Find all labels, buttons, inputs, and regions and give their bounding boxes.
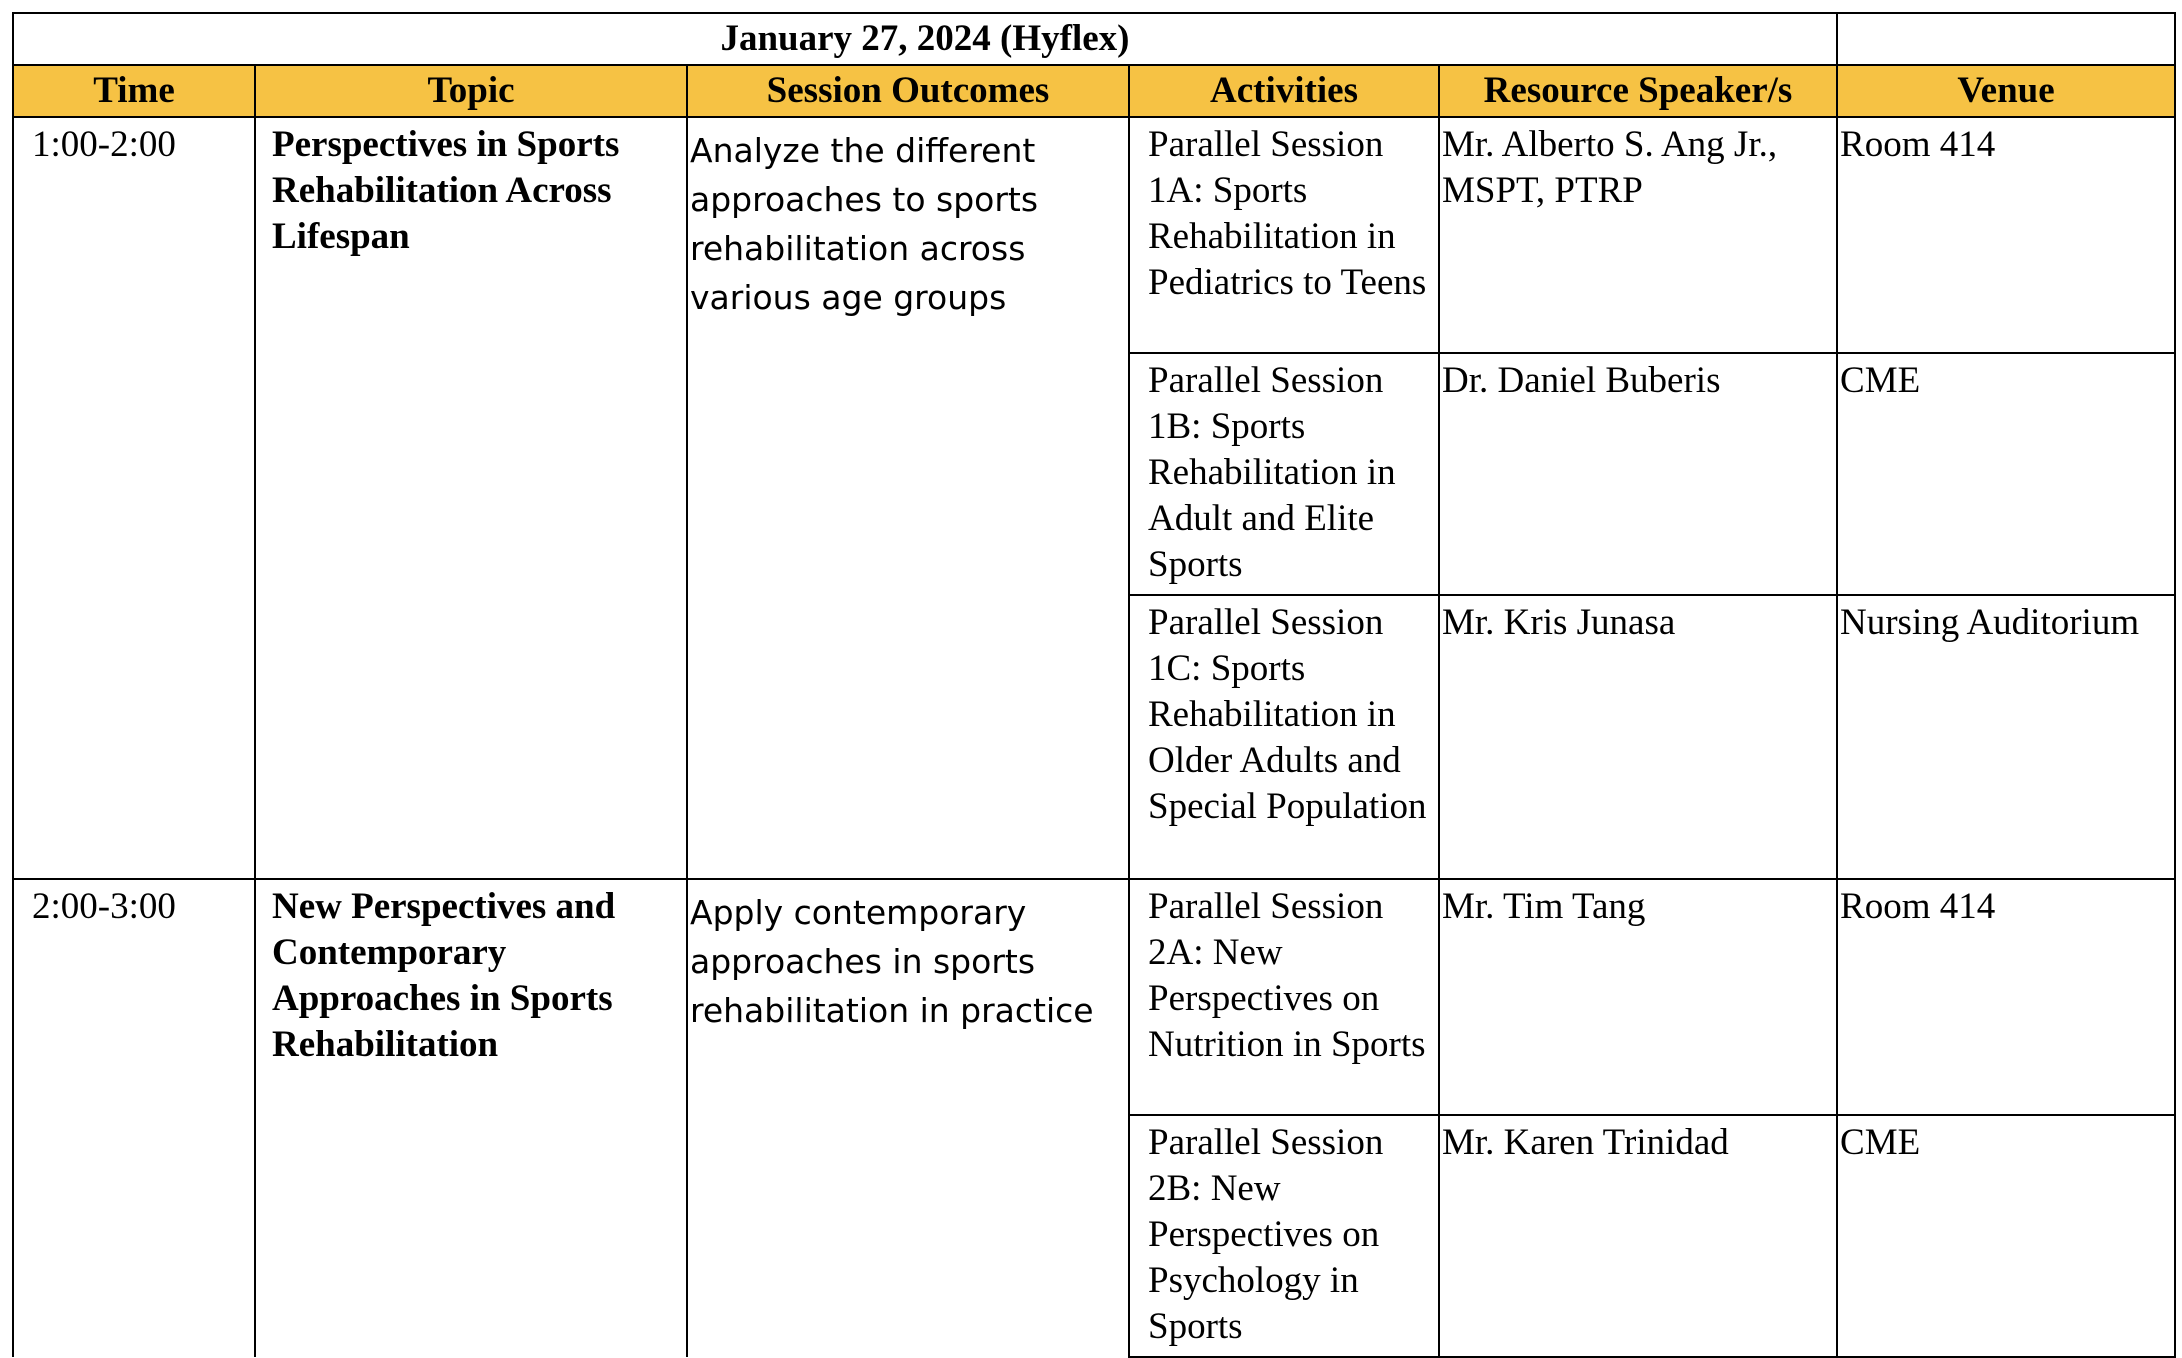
venue-cell: Nursing Auditorium xyxy=(1837,595,2175,879)
title-row xyxy=(13,13,2175,65)
activity-cell: Parallel Session 1B: Sports Rehabilitation in Adult and Elite Sports xyxy=(1129,353,1439,595)
time-cell: 1:00-2:00 xyxy=(13,117,255,879)
header-session-outcomes: Session Outcomes xyxy=(687,65,1129,117)
venue-cell: CME xyxy=(1837,353,2175,595)
outcome-cell: Apply contemporary approaches in sports rehabilitation in practice xyxy=(687,879,1129,1357)
header-row xyxy=(13,65,2175,117)
speaker-cell: Mr. Tim Tang xyxy=(1439,879,1837,1115)
speaker-cell: Dr. Daniel Buberis xyxy=(1439,353,1837,595)
header-time: Time xyxy=(13,65,255,117)
activity-cell: Parallel Session 2B: New Perspectives on Psychology in Sports xyxy=(1129,1115,1439,1357)
topic-cell: Perspectives in Sports Rehabilitation Across Lifespan xyxy=(255,117,687,879)
venue-cell: Room 414 xyxy=(1837,879,2175,1115)
header-resource-speakers: Resource Speaker/s xyxy=(1439,65,1837,117)
title-blank-cell xyxy=(1837,13,2175,65)
activity-cell: Parallel Session 2A: New Perspectives on Nutrition in Sports xyxy=(1129,879,1439,1115)
venue-cell: Room 414 xyxy=(1837,117,2175,353)
topic-cell: New Perspectives and Contemporary Approaches in Sports Rehabilitation xyxy=(255,879,687,1357)
table-row xyxy=(13,117,2175,353)
header-activities: Activities xyxy=(1129,65,1439,117)
speaker-cell: Mr. Karen Trinidad xyxy=(1439,1115,1837,1357)
speaker-cell: Mr. Kris Junasa xyxy=(1439,595,1837,879)
time-cell: 2:00-3:00 xyxy=(13,879,255,1357)
activity-cell: Parallel Session 1A: Sports Rehabilitation in Pediatrics to Teens xyxy=(1129,117,1439,353)
speaker-cell: Mr. Alberto S. Ang Jr., MSPT, PTRP xyxy=(1439,117,1837,353)
header-topic: Topic xyxy=(255,65,687,117)
outcome-cell: Analyze the different approaches to sports rehabilitation across various age groups xyxy=(687,117,1129,879)
table-row xyxy=(13,879,2175,1115)
header-venue: Venue xyxy=(1837,65,2175,117)
schedule-table xyxy=(12,12,2176,1358)
activity-cell: Parallel Session 1C: Sports Rehabilitation in Older Adults and Special Population xyxy=(1129,595,1439,879)
venue-cell: CME xyxy=(1837,1115,2175,1357)
schedule-title: January 27, 2024 (Hyflex) xyxy=(13,13,1837,65)
